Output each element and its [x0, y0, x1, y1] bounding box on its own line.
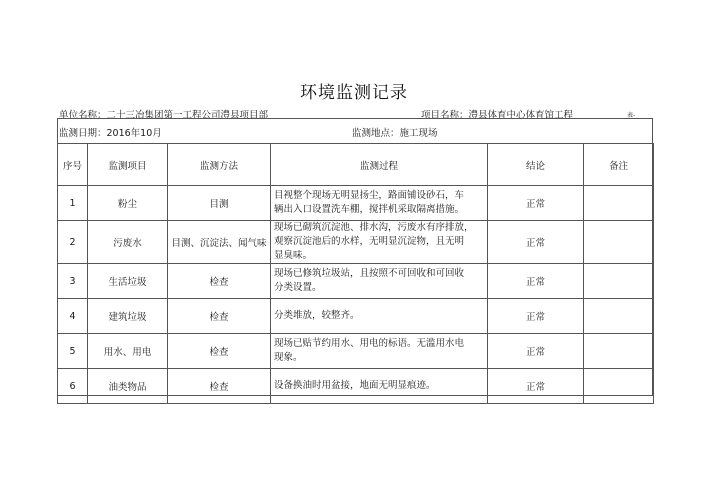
monitor-date: 监测日期：2016年10月 — [59, 128, 162, 139]
header-item: 监测项目 — [88, 144, 168, 186]
table-row — [58, 334, 654, 369]
cell-remark — [584, 334, 654, 369]
header-process: 监测过程 — [271, 144, 488, 186]
table-row — [58, 299, 654, 334]
cell-method: 目测 — [168, 186, 271, 221]
cell-method: 检查 — [168, 264, 271, 299]
process-line: 现场已贴节约用水、用电的标语。无滥用水电 — [274, 338, 465, 349]
process-line: 辆出入口设置洗车棚，搅拌机采取隔离措施。 — [274, 204, 465, 215]
process-line: 分类设置。 — [274, 282, 322, 293]
cell-no: 2 — [58, 221, 88, 264]
meta-row — [58, 119, 652, 144]
cell-result: 正常 — [488, 221, 584, 264]
process-line: 分类堆放，较整齐。 — [274, 310, 360, 321]
cell-remark — [584, 221, 654, 264]
cell-no: 3 — [58, 264, 88, 299]
form-number: 表- — [627, 112, 636, 119]
table-row — [58, 264, 654, 299]
process-line: 现场已砌筑沉淀池、排水沟，污废水有序排放， — [274, 222, 474, 233]
cell-process — [271, 186, 488, 221]
cell-process — [271, 369, 488, 404]
cell-item: 油类物品 — [88, 369, 168, 404]
cell-remark — [584, 186, 654, 221]
table-row — [58, 186, 654, 221]
cell-result: 正常 — [488, 369, 584, 404]
cell-remark — [584, 299, 654, 334]
cell-process — [271, 299, 488, 334]
cell-process — [271, 264, 488, 299]
cell-no: 5 — [58, 334, 88, 369]
cell-method: 目测、沉淀法、闻气味 — [168, 221, 271, 264]
cell-no: 1 — [58, 186, 88, 221]
process-line: 现场已修筑垃圾站，且按照不可回收和可回收 — [274, 268, 465, 279]
cell-process — [271, 334, 488, 369]
cell-method: 检查 — [168, 299, 271, 334]
cell-result: 正常 — [488, 186, 584, 221]
cell-item: 粉尘 — [88, 186, 168, 221]
table-row — [58, 221, 654, 264]
process-line: 现象。 — [274, 352, 303, 363]
record-frame — [57, 118, 653, 396]
process-line: 显臭味。 — [274, 250, 313, 261]
cell-result: 正常 — [488, 264, 584, 299]
cell-item: 建筑垃圾 — [88, 299, 168, 334]
cell-no: 6 — [58, 369, 88, 404]
table-header-row — [58, 144, 654, 186]
header-remark: 备注 — [584, 144, 654, 186]
cell-result: 正常 — [488, 334, 584, 369]
monitor-location: 监测地点：施工现场 — [352, 128, 438, 139]
cell-item: 生活垃圾 — [88, 264, 168, 299]
header-method: 监测方法 — [168, 144, 271, 186]
process-line: 观察沉淀池后的水样，无明显沉淀物，且无明 — [274, 236, 465, 247]
cell-method: 检查 — [168, 369, 271, 404]
header-result: 结论 — [488, 144, 584, 186]
process-line: 设备换油时用盆接，地面无明显痕迹。 — [274, 380, 436, 391]
cell-process — [271, 221, 488, 264]
cell-item: 污废水 — [88, 221, 168, 264]
unit-name: 单位名称：二十三冶集团第一工程公司澧县项目部 — [59, 110, 269, 121]
monitor-table — [57, 143, 654, 404]
project-name: 项目名称：澧县体育中心体育馆工程 — [421, 110, 574, 121]
page-title: 环境监测记录 — [300, 83, 408, 103]
cell-remark — [584, 264, 654, 299]
table-row — [58, 369, 654, 404]
process-line: 目视整个现场无明显扬尘，路面铺设砂石，车 — [274, 190, 465, 201]
cell-remark — [584, 369, 654, 404]
cell-no: 4 — [58, 299, 88, 334]
cell-method: 检查 — [168, 334, 271, 369]
cell-item: 用水、用电 — [88, 334, 168, 369]
cell-result: 正常 — [488, 299, 584, 334]
header-no: 序号 — [58, 144, 88, 186]
